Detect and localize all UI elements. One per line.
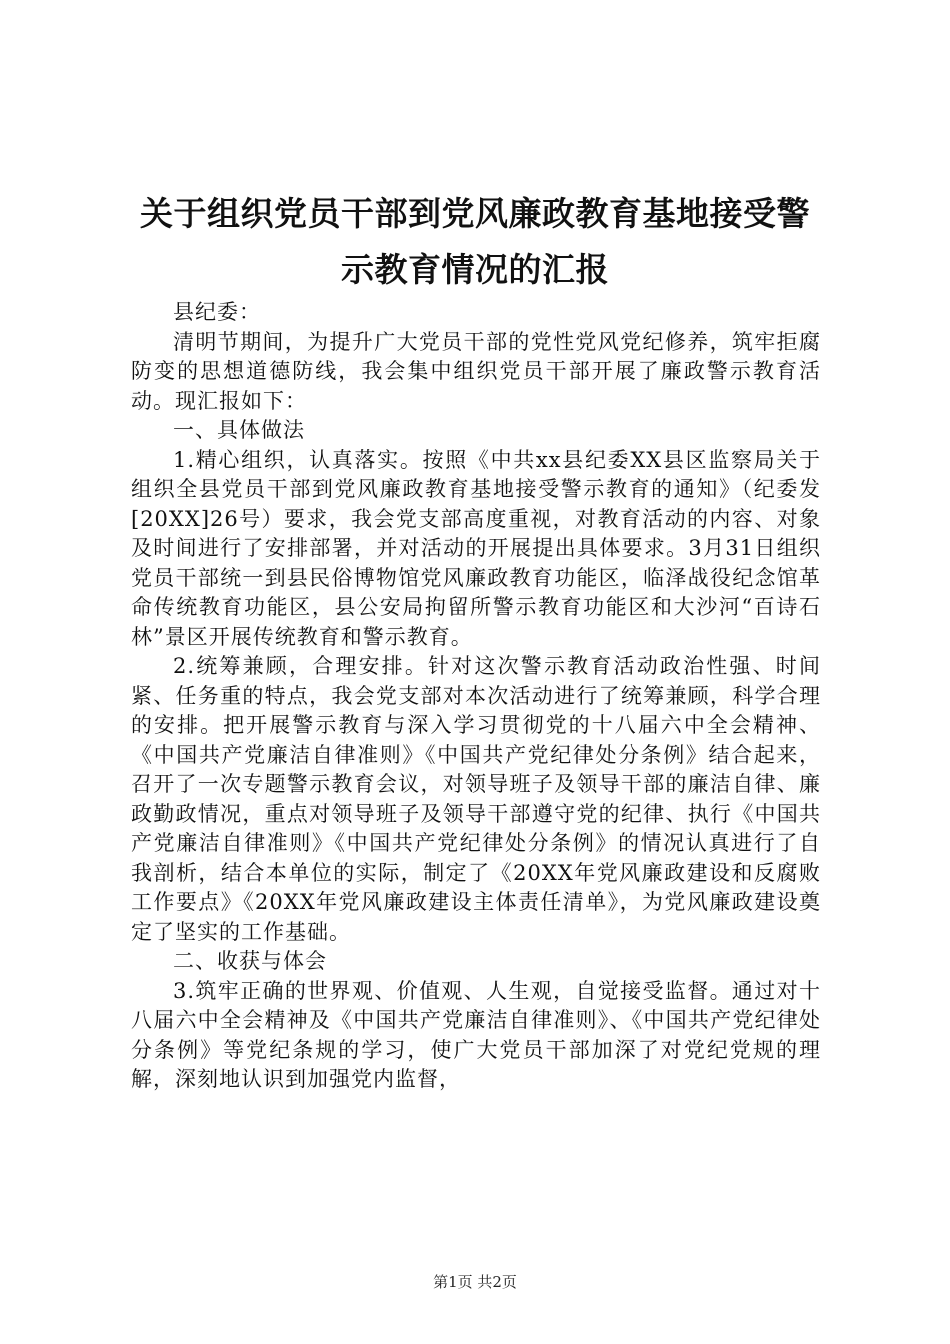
title-line-1: 关于组织党员干部到党风廉政教育基地接受警 (140, 194, 810, 233)
salutation: 县纪委： (173, 300, 261, 324)
page-footer: 第1页 共2页 (433, 1273, 517, 1291)
document-title (100, 186, 850, 298)
paragraph-item-3: 3.筑牢正确的世界观、价值观、人生观，自觉接受监督。通过对十八届六中全会精神及《中国共产党廉洁自律准则》、《中国共产党纪律处分条例》等党纪条规的学习，使广大党员干部加深了对党纪党规的理解，深刻地认识到加强党内监督， (131, 978, 821, 1091)
document-body (131, 298, 821, 1095)
section-heading-2: 二、收获与体会 (173, 949, 327, 973)
paragraph-item-2: 2.统筹兼顾，合理安排。针对这次警示教育活动政治性强、时间紧、任务重的特点，我会党支部对本次活动进行了统筹兼顾，科学合理的安排。把开展警示教育与深入学习贯彻党的十八届六中全会精神、《中国共产党廉洁自律准则》《中国共产党纪律处分条例》结合起来，召开了一次专题警示教育会议，对领导班子及领导干部的廉洁自律、廉政勤政情况，重点对领导班子及领导干部遵守党的纪律、执行《中国共产党廉洁自律准则》《中国共产党纪律处分条例》的情况认真进行了自我剖析，结合本单位的实际，制定了《20XX年党风廉政建设和反腐败工作要点》《20XX年党风廉政建设主体责任清单》，为党风廉政建设奠定了坚实的工作基础。 (131, 654, 821, 944)
paragraph-item-1: 1.精心组织，认真落实。按照《中共xx县纪委XX县区监察局关于组织全县党员干部到党风廉政教育基地接受警示教育的通知》（纪委发[20XX]26号）要求，我会党支部高度重视，对教育活动的内容、对象及时间进行了安排部署，并对活动的开展提出具体要求。3月31日组织党员干部统一到县民俗博物馆党风廉政教育功能区，临泽战役纪念馆革命传统教育功能区，县公安局拘留所警示教育功能区和大沙河“百诗石林”景区开展传统教育和警示教育。 (131, 447, 821, 649)
section-heading-1: 一、具体做法 (173, 418, 305, 442)
intro-paragraph: 清明节期间，为提升广大党员干部的党性党风党纪修养，筑牢拒腐防变的思想道德防线，我会集中组织党员干部开展了廉政警示教育活动。现汇报如下： (131, 329, 821, 413)
title-line-2: 示教育情况的汇报 (341, 250, 609, 289)
